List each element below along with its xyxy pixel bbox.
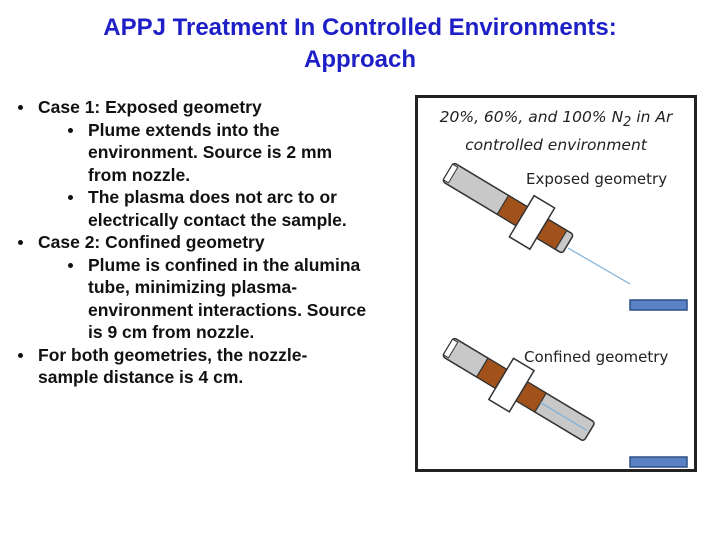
case-1-sub-2-line-1: The plasma does not arc to or (88, 187, 337, 207)
bullet-list (14, 96, 404, 389)
case-1-sub-1-line-2: environment. Source is 2 mm (88, 142, 333, 162)
case-1-sub-1-line-1: Plume extends into the (88, 119, 280, 140)
case-2-heading: Case 2: Confined geometry (38, 232, 265, 252)
title-line-2: Approach (303, 46, 416, 73)
both-line-1: For both geometries, the nozzle- (38, 344, 308, 365)
bullet-case-1-sub-2 (14, 186, 404, 231)
case-1-heading: Case 1: Exposed geometry (38, 97, 262, 117)
case-2-sub-1-line-2: tube, minimizing plasma- (88, 277, 298, 297)
slide-title (0, 12, 720, 76)
bullet-dot-icon (68, 263, 73, 268)
env-prefix: 20%, 60%, and 100% N (439, 108, 624, 126)
schematic-panel (415, 95, 697, 472)
bullet-case-1-sub-1 (14, 119, 404, 187)
bullet-dot-icon (18, 240, 23, 245)
bullet-dot-icon (68, 128, 73, 133)
case-2-sub-1-line-1: Plume is confined in the alumina (88, 254, 361, 275)
jet-schematic (418, 98, 694, 469)
bullet-dot-icon (18, 353, 23, 358)
environment-caption-line-2: controlled environment (465, 136, 647, 155)
confined-geometry-label: Confined geometry (524, 348, 669, 366)
exposed-geometry-label: Exposed geometry (526, 170, 668, 188)
bullet-case-1 (14, 96, 404, 119)
env-subscript: 2 (623, 115, 632, 131)
title-line-1: APPJ Treatment In Controlled Environments: (103, 14, 617, 41)
case-2-sub-1-line-3: environment interactions. Source (88, 299, 367, 320)
bullet-both (14, 344, 404, 389)
case-1-sub-1-line-3: from nozzle. (88, 164, 191, 185)
both-line-2: sample distance is 4 cm. (38, 367, 244, 387)
bullet-dot-icon (18, 105, 23, 110)
bullet-case-2-sub-1 (14, 254, 404, 344)
exposed-jet-body (436, 151, 581, 264)
case-1-sub-2-line-2: electrically contact the sample. (88, 209, 347, 230)
exposed-plume (568, 248, 630, 284)
exposed-sample (630, 300, 687, 310)
env-suffix: in Ar (631, 108, 673, 126)
confined-sample (630, 457, 687, 467)
case-2-sub-1-line-4: is 9 cm from nozzle. (88, 322, 255, 342)
confined-jet-body (436, 326, 602, 452)
bullet-dot-icon (68, 195, 73, 200)
bullet-case-2 (14, 231, 404, 254)
